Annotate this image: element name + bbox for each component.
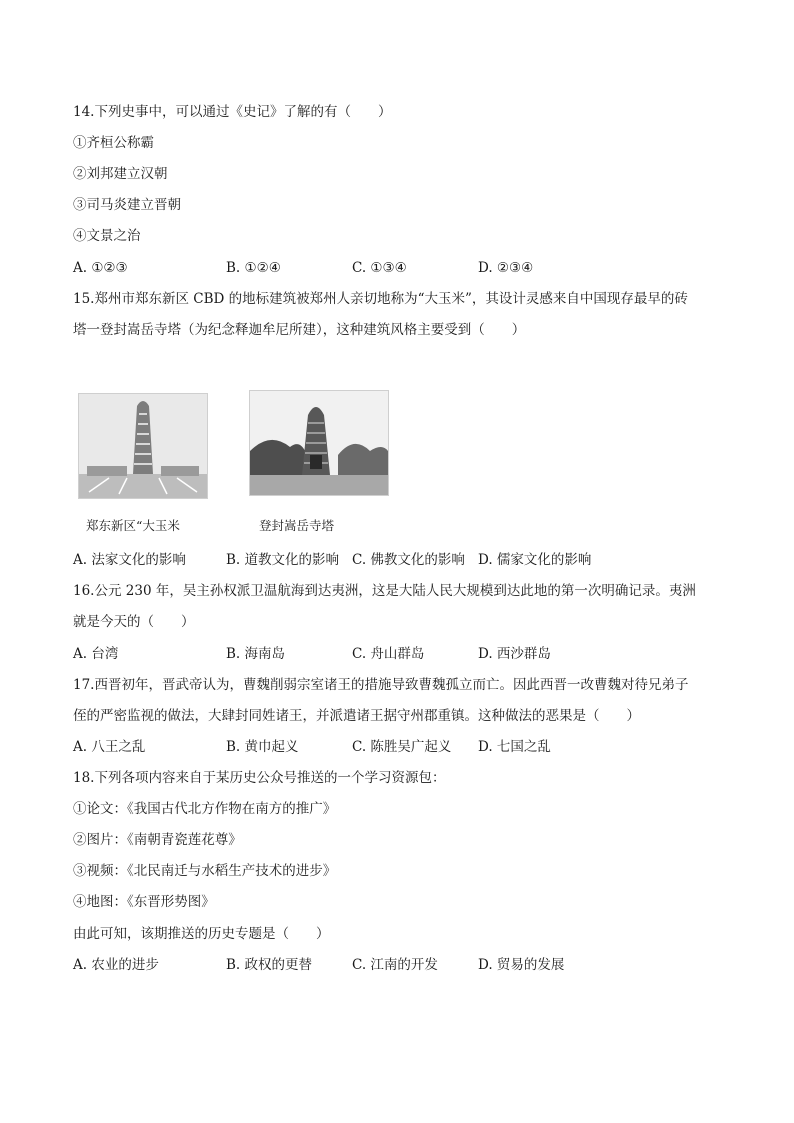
q17-stem-line-2: 侄的严密监视的做法，大肆封同姓诸王，并派遣诸王据守州郡重镇。这种做法的恶果是（ ） [73, 708, 640, 724]
q18-option-d[interactable]: D. 贸易的发展 [478, 957, 565, 973]
q14-item-4: ④文景之治 [73, 228, 141, 244]
q16-option-d[interactable]: D. 西沙群岛 [478, 646, 551, 662]
photo-zhengdong-tower [78, 393, 208, 499]
q17-option-b[interactable]: B. 黄巾起义 [226, 739, 299, 755]
caption-zhengdong: 郑东新区“大玉米 [86, 518, 180, 533]
q18-option-a[interactable]: A. 农业的进步 [73, 957, 159, 973]
q17-option-a[interactable]: A. 八王之乱 [73, 739, 146, 755]
q15-option-b[interactable]: B. 道教文化的影响 [226, 552, 340, 568]
q16-stem-line-1: 16.公元 230 年，吴主孙权派卫温航海到达夷洲，这是大陆人民大规模到达此地的第一次明确记录。夷洲 [73, 583, 696, 599]
q17-options [73, 738, 753, 756]
q16-option-b[interactable]: B. 海南岛 [226, 646, 286, 662]
zhengdong-tower-image [79, 394, 207, 498]
q18-item-1: ①论文：《我国古代北方作物在南方的推广》 [73, 801, 337, 817]
q14-stem: 14.下列史事中，可以通过《史记》了解的有（ ） [73, 104, 392, 120]
q14-option-c[interactable]: C. ①③④ [352, 260, 407, 276]
songyue-pagoda-image [250, 391, 388, 495]
q14-option-b[interactable]: B. ①②④ [226, 260, 281, 276]
q17-stem-line-1: 17.西晋初年，晋武帝认为，曹魏削弱宗室诸王的措施导致曹魏孤立而亡。因此西晋一改曹魏对待兄弟子 [73, 677, 689, 693]
q16-option-c[interactable]: C. 舟山群岛 [352, 646, 425, 662]
q16-stem-line-2: 就是今天的（ ） [73, 614, 195, 630]
q18-item-4: ④地图：《东晋形势图》 [73, 894, 215, 910]
q15-stem-line-1: 15.郑州市郑东新区 CBD 的地标建筑被郑州人亲切地称为“大玉米”，其设计灵感来自中国现存最早的砖 [73, 291, 688, 307]
caption-songyue: 登封嵩岳寺塔 [259, 518, 335, 533]
q18-option-c[interactable]: C. 江南的开发 [352, 957, 438, 973]
q14-item-3: ③司马炎建立晋朝 [73, 197, 181, 213]
q18-conclusion: 由此可知，该期推送的历史专题是（ ） [73, 926, 330, 942]
q17-option-c[interactable]: C. 陈胜吴广起义 [352, 739, 452, 755]
q14-option-a[interactable]: A. ①②③ [73, 260, 128, 276]
q16-options [73, 645, 753, 663]
photo-songyue-pagoda [249, 390, 389, 496]
q15-option-a[interactable]: A. 法家文化的影响 [73, 552, 186, 568]
q18-item-2: ②图片：《南朝青瓷莲花尊》 [73, 832, 242, 848]
q16-option-a[interactable]: A. 台湾 [73, 646, 119, 662]
q15-option-d[interactable]: D. 儒家文化的影响 [478, 552, 592, 568]
q18-stem: 18.下列各项内容来自于某历史公众号推送的一个学习资源包： [73, 770, 446, 786]
q15-stem-line-2: 塔一登封嵩岳寺塔（为纪念释迦牟尼所建），这种建筑风格主要受到（ ） [73, 322, 526, 338]
q14-options [73, 259, 753, 277]
q17-option-d[interactable]: D. 七国之乱 [478, 739, 551, 755]
q14-item-1: ①齐桓公称霸 [73, 135, 154, 151]
q15-option-c[interactable]: C. 佛教文化的影响 [352, 552, 465, 568]
q14-item-2: ②刘邦建立汉朝 [73, 166, 168, 182]
q18-option-b[interactable]: B. 政权的更替 [226, 957, 313, 973]
q15-options [73, 551, 753, 569]
q14-option-d[interactable]: D. ②③④ [478, 260, 534, 276]
q18-options [73, 956, 753, 974]
q18-item-3: ③视频：《北民南迁与水稻生产技术的进步》 [73, 863, 337, 879]
